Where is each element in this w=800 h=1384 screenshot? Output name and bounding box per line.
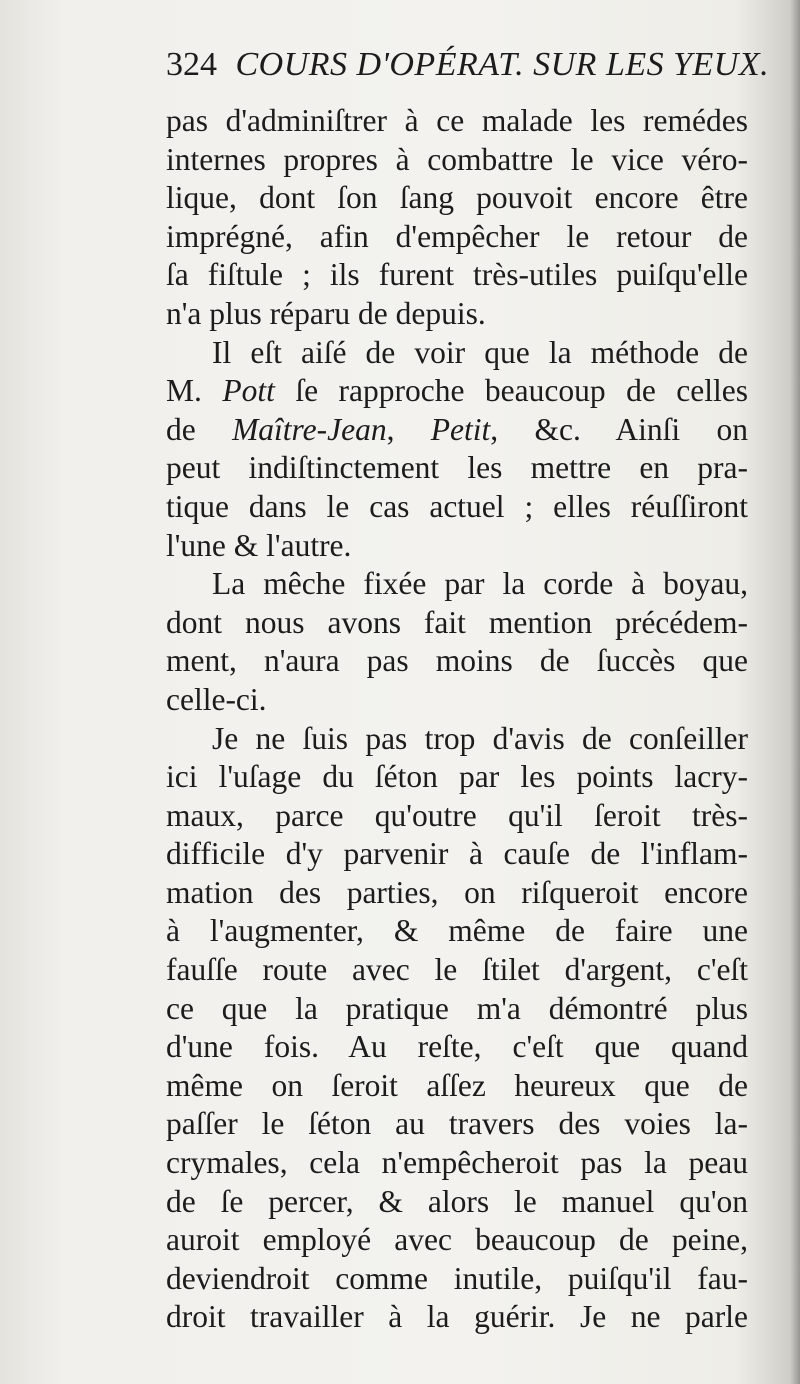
text-line: d'une fois. Au reſte, c'eſt que quand (166, 1029, 748, 1065)
text-line: internes propres à combattre le vice véro- (166, 141, 748, 177)
text-run: , (386, 411, 431, 447)
text-line: tique dans le cas actuel ; elles réuſſiront (166, 488, 748, 524)
text-line: maux, parce qu'outre qu'il ſeroit très- (166, 797, 748, 833)
text-line: à l'augmenter, & même de faire une (166, 913, 748, 949)
page-number: 324 (166, 46, 217, 83)
text-line: deviendroit comme inutile, puiſqu'il fau- (166, 1260, 748, 1296)
text-line: La mêche fixée par la corde à boyau, (212, 566, 748, 602)
text-line: paſſer le ſéton au travers des voies la- (166, 1106, 748, 1142)
text-line: crymales, cela n'empêcheroit pas la peau (166, 1145, 748, 1181)
text-line: Il eſt aiſé de voir que la méthode de (212, 334, 748, 370)
text-line: Je ne ſuis pas trop d'avis de conſeiller (212, 720, 748, 756)
text-line: peut indiſtinctement les mettre en pra- (166, 450, 748, 486)
text-line: ſa fiſtule ; ils furent très-utiles puiſqu'elle (166, 257, 748, 293)
text-line: de ſe percer, & alors le manuel qu'on (166, 1183, 748, 1219)
text-line: mation des parties, on riſqueroit encore (166, 874, 748, 910)
text-line: fauſſe route avec le ſtilet d'argent, c'eſt (166, 952, 748, 988)
text-run: de (166, 411, 233, 447)
text-line: celle-ci. (166, 681, 267, 717)
text-line: l'une & l'autre. (166, 527, 352, 563)
text-run: M. (166, 373, 223, 409)
text-line: droit travailler à la guérir. Je ne parle (166, 1299, 748, 1335)
text-line: auroit employé avec beaucoup de peine, (166, 1222, 748, 1258)
text-run: ſe rapproche beaucoup de celles (274, 373, 748, 409)
text-line: même on ſeroit aſſez heureux que de (166, 1067, 748, 1103)
text-line: pas d'adminiſtrer à ce malade les remédes (166, 103, 748, 138)
running-title: COURS D'OPÉRAT. SUR LES YEUX. (235, 46, 770, 83)
running-header (166, 46, 770, 96)
text-line: ce que la pratique m'a démontré plus (166, 990, 748, 1026)
text-line: ment, n'aura pas moins de ſuccès que (166, 643, 748, 679)
italic-name-maitre-jean: Maître-Jean (232, 411, 387, 447)
text-line: lique, dont ſon ſang pouvoit encore être (166, 180, 748, 216)
text-line: imprégné, afin d'empêcher le retour de (166, 218, 748, 254)
italic-name-petit: Petit (430, 411, 491, 447)
text-line (166, 411, 748, 450)
text-line: difficile d'y parvenir à cauſe de l'inflam- (166, 836, 748, 872)
text-line (166, 372, 748, 411)
page-edge-shadow (790, 0, 800, 1384)
body-text (166, 102, 748, 1337)
text-line: dont nous avons fait mention précédem- (166, 604, 748, 640)
italic-name-pott: Pott (222, 373, 275, 409)
text-run: , &c. Ainſi on (490, 411, 749, 447)
text-line: n'a plus réparu de depuis. (166, 295, 486, 331)
text-line: ici l'uſage du ſéton par les points lacry- (166, 759, 748, 795)
